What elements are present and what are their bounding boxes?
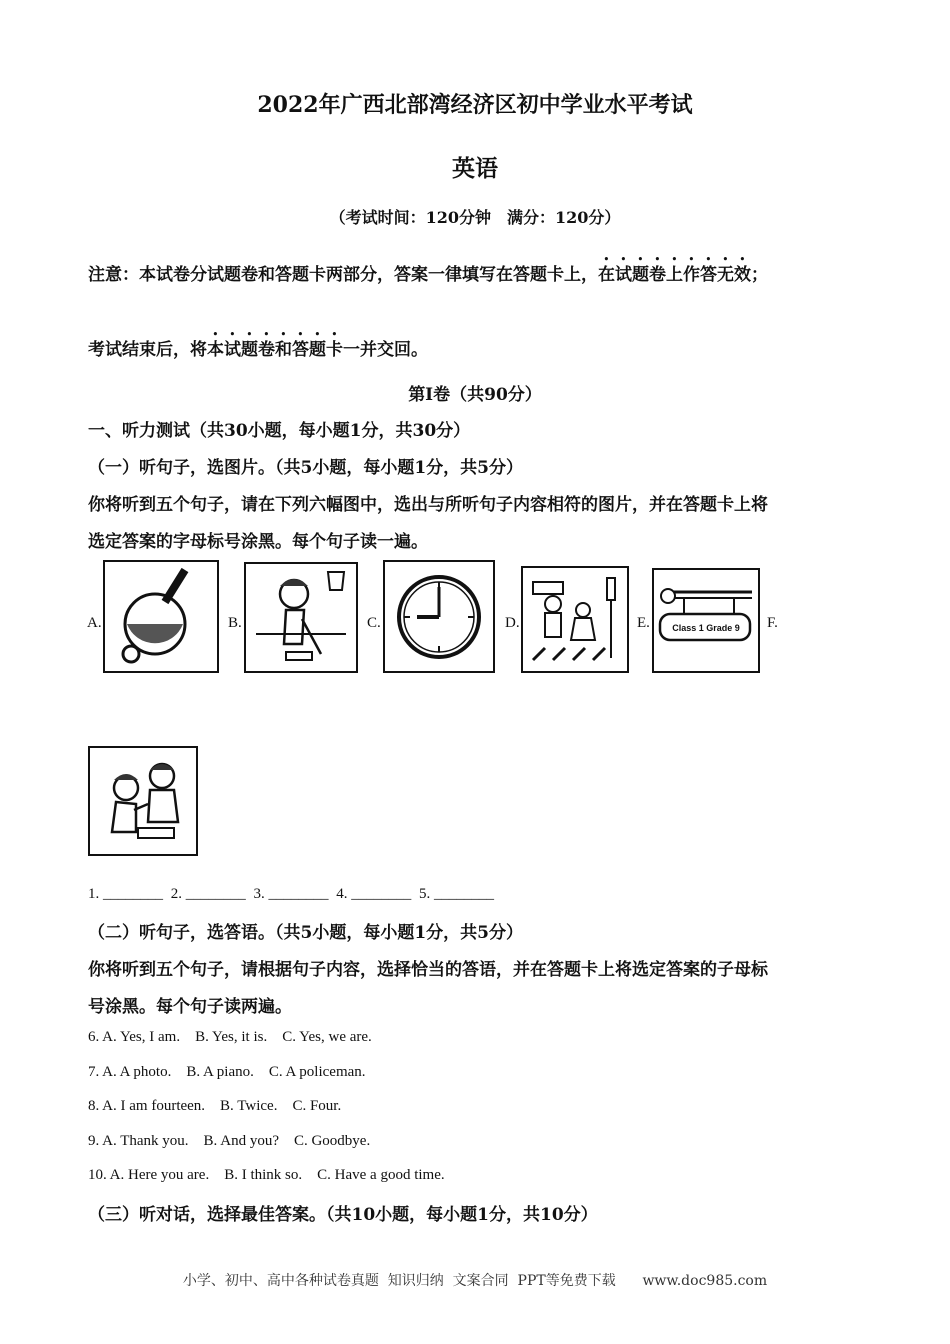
subject-title: 英语	[452, 155, 498, 182]
crossing-road-icon	[521, 566, 629, 673]
section1-heading: （一）听句子，选图片。（共5小题，每小题1分，共5分）	[88, 458, 523, 478]
notice-emphasis-2: 本试题卷和答题卡	[207, 340, 343, 360]
picture-label-c: C.	[367, 615, 381, 631]
blank-5[interactable]: 5. ________	[419, 886, 494, 902]
picture-label-d: D.	[505, 615, 520, 631]
page-footer: 小学、初中、高中各种试卷真题 知识归纳 文案合同 PPT等免费下载 www.doc985.com	[182, 1273, 768, 1289]
section1-instruction-2: 选定答案的字母标号涂黑。每个句子读一遍。	[88, 532, 428, 552]
volume-title: 第I卷（共90分）	[408, 385, 542, 405]
blank-2[interactable]: 2. ________	[170, 886, 246, 902]
picture-label-b: B.	[228, 615, 242, 631]
section2-heading: （二）听句子，选答语。（共5小题，每小题1分，共5分）	[88, 923, 523, 943]
blank-1[interactable]: 1. ________	[88, 886, 163, 902]
sweeping-boy-icon	[244, 562, 358, 673]
class-sign-text: Class 1 Grade 9	[672, 623, 740, 633]
section2-instruction-1: 你将听到五个句子，请根据句子内容，选择恰当的答语，并在答题卡上将选定答案的子母标	[88, 960, 768, 980]
ping-pong-icon	[103, 560, 219, 673]
section2-instruction-2: 号涂黑。每个句子读两遍。	[88, 997, 292, 1017]
question-9: 9. A. Thank you. B. And you? C. Goodbye.	[88, 1133, 371, 1149]
notice-emphasis-1: 在试题卷上作答无效	[598, 265, 751, 285]
helping-child-icon	[88, 746, 198, 856]
question-6: 6. A. Yes, I am. B. Yes, it is. C. Yes, we are.	[88, 1029, 372, 1045]
picture-label-e: E.	[637, 615, 650, 631]
blank-4[interactable]: 4. ________	[336, 886, 412, 902]
class-sign-icon	[652, 568, 760, 673]
notice-line-2: 考试结束后，将本试题卷和答题卡一并交回。	[88, 340, 428, 360]
picture-label-a: A.	[87, 615, 102, 631]
section1-instruction-1: 你将听到五个句子，请在下列六幅图中，选出与所听句子内容相符的图片，并在答题卡上将	[88, 495, 768, 515]
picture-label-f: F.	[767, 615, 778, 631]
section3-heading: （三）听对话，选择最佳答案。（共10小题，每小题1分，共10分）	[88, 1205, 598, 1225]
time-info: （考试时间：120分钟 满分：120分）	[329, 208, 621, 227]
blank-3[interactable]: 3. ________	[253, 886, 329, 902]
question-10: 10. A. Here you are. B. I think so. C. Have a good time.	[88, 1167, 445, 1183]
exam-title: 2022年广西北部湾经济区初中学业水平考试	[257, 92, 693, 118]
clock-icon	[383, 560, 495, 673]
question-7: 7. A. A photo. B. A piano. C. A policeman.	[88, 1064, 366, 1080]
notice-line-1: 注意：本试卷分试题卷和答题卡两部分，答案一律填写在答题卡上，在试题卷上作答无效；	[88, 265, 768, 285]
question-8: 8. A. I am fourteen. B. Twice. C. Four.	[88, 1098, 342, 1114]
part1-heading: 一、听力测试（共30小题，每小题1分，共30分）	[88, 421, 471, 441]
answer-blanks	[88, 886, 498, 903]
